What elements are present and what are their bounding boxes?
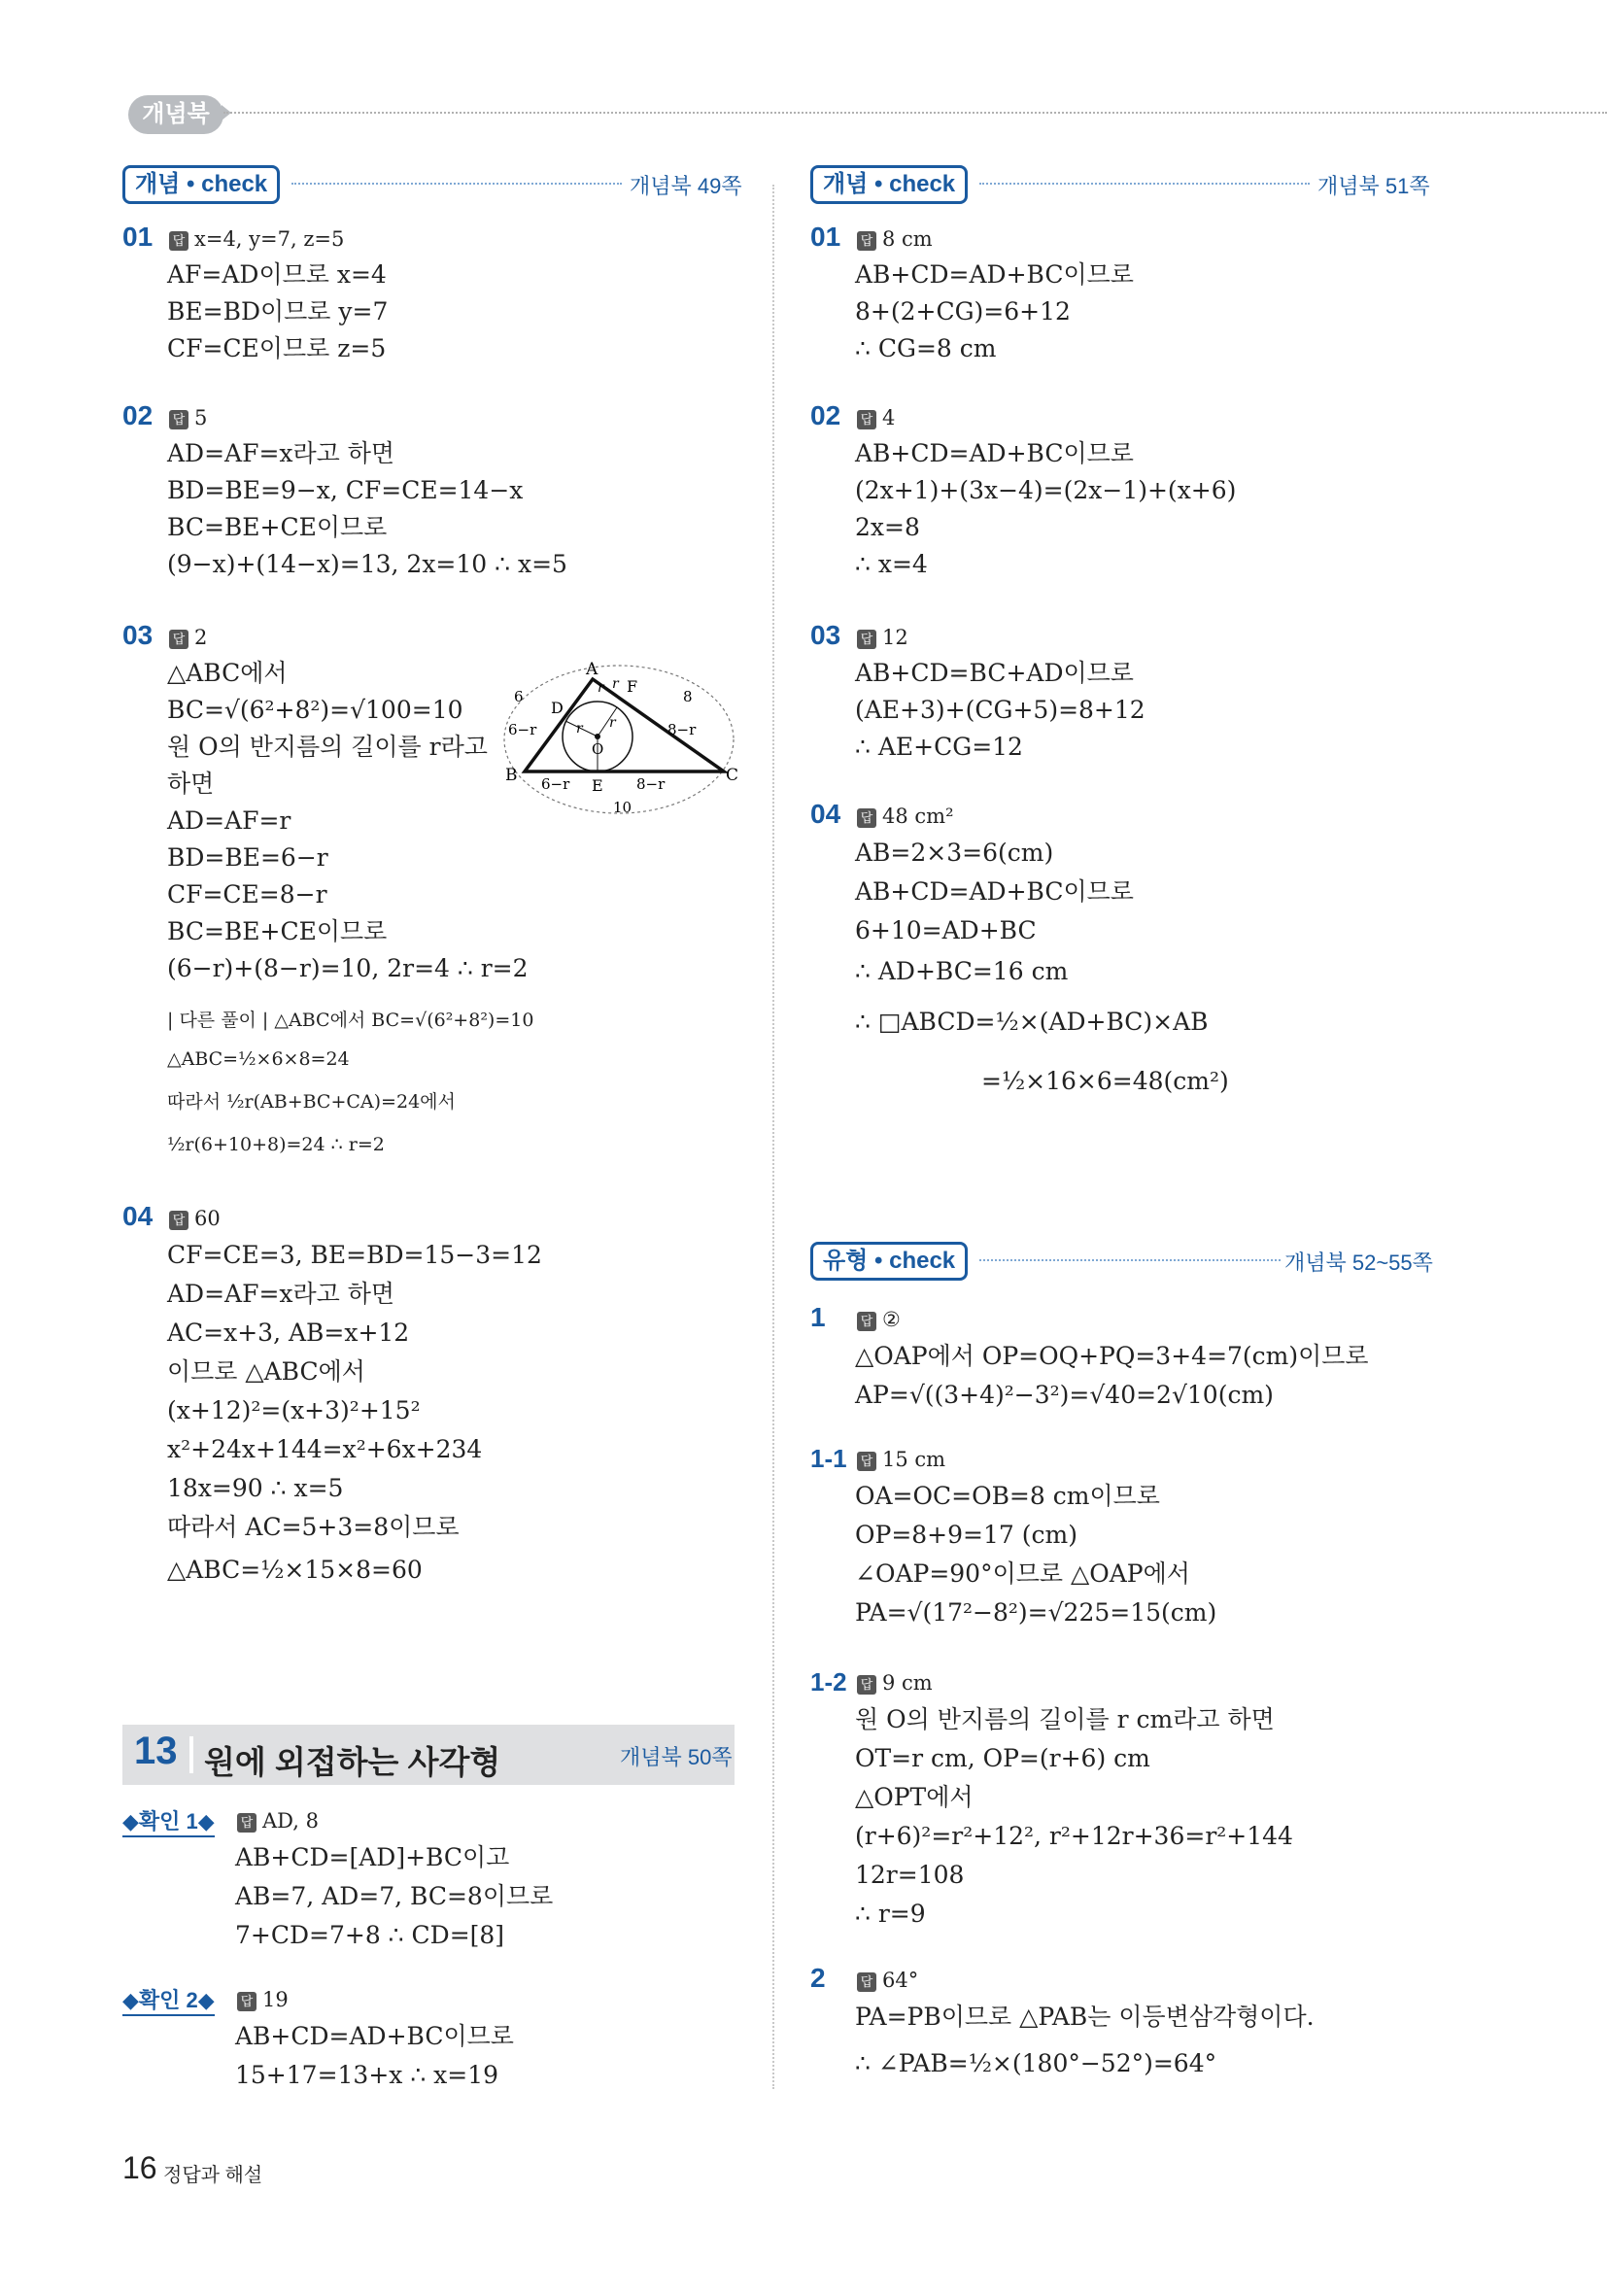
section-13-title: 원에 외접하는 사각형 (204, 1744, 501, 1780)
solution-line: AB+CD=[AD]+BC이고 (235, 1843, 510, 1871)
solution-line: (x+12)²=(x+3)²+15² (167, 1396, 421, 1424)
solution-line: ∴ AD+BC=16 cm (855, 957, 1069, 985)
solution-line: ∴ x=4 (855, 550, 928, 578)
solution-line: 18x=90 ∴ x=5 (167, 1474, 344, 1502)
right-problem-01-solution (855, 257, 1134, 367)
solution-line: BD=BE=9−x, CF=CE=14−x (167, 476, 524, 504)
label-f: F (627, 677, 638, 696)
right-concept-check-badge: 개념 • check (810, 165, 968, 204)
right-question-1-1-answer: 답 15 cm (857, 1448, 945, 1471)
solution-line: 2x=8 (855, 513, 920, 541)
header-tab: 개념북 (128, 95, 223, 134)
left-problem-03-answer: 답 2 (169, 626, 207, 649)
solution-line: △ABC에서 (167, 659, 288, 687)
solution-line: AB=7, AD=7, BC=8이므로 (235, 1882, 554, 1910)
answer-tag-icon: 답 (237, 1813, 256, 1833)
solution-line: CF=CE=3, BE=BD=15−3=12 (167, 1241, 542, 1269)
solution-line: BC=√(6²+8²)=√100=10 (167, 696, 463, 724)
section-13-number: 13 (134, 1730, 178, 1772)
answer-tag-icon: 답 (169, 630, 188, 649)
right-problem-04-number: 04 (810, 799, 841, 829)
label-d: D (551, 699, 564, 717)
label-8-minus-r-bottom: 8−r (636, 775, 666, 793)
right-question-2-solution (855, 1998, 1315, 2091)
label-6: 6 (514, 688, 524, 705)
alt-solution-line: △ABC=½×6×8=24 (167, 1048, 350, 1070)
answer-tag-icon: 답 (169, 410, 188, 429)
alt-solution-line: 따라서 ½r(AB+BC+CA)=24에서 (167, 1091, 456, 1113)
solution-line: PA=PB이므로 △PAB는 이등변삼각형이다. (855, 2003, 1315, 2031)
left-problem-02-number: 02 (122, 400, 154, 430)
incircle-triangle-figure (500, 657, 738, 822)
right-question-2-number: 2 (810, 1963, 826, 1993)
solution-line: BC=BE+CE이므로 (167, 917, 388, 945)
header-rule (223, 112, 1607, 114)
solution-line: AB+CD=AD+BC이므로 (855, 439, 1134, 467)
solution-line: x²+24x+144=x²+6x+234 (167, 1435, 483, 1463)
right-question-1-2-solution (855, 1700, 1293, 1934)
solution-line: 8+(2+CG)=6+12 (855, 297, 1071, 326)
right-question-1-2-answer: 답 9 cm (857, 1671, 933, 1695)
label-6-minus-r: 6−r (508, 721, 537, 738)
label-b: B (505, 766, 518, 785)
right-problem-02-solution (855, 435, 1236, 583)
solution-line: AF=AD이므로 x=4 (167, 260, 387, 289)
solution-line: BD=BE=6−r (167, 843, 328, 872)
right-problem-02-number: 02 (810, 400, 841, 430)
left-problem-04-answer: 답 60 (169, 1207, 221, 1230)
right-problem-04-solution (855, 834, 1229, 1112)
left-problem-04-number: 04 (122, 1201, 154, 1231)
left-badge-rule (291, 183, 622, 185)
section-13-book-ref: 개념북 50쪽 (620, 1745, 733, 1769)
solution-line: AD=AF=x라고 하면 (167, 1280, 395, 1308)
right-question-1-2-number: 1-2 (810, 1667, 847, 1696)
type-check-badge: 유형 • check (810, 1242, 968, 1281)
check-2-answer: 답 19 (237, 1988, 289, 2011)
right-problem-03-number: 03 (810, 620, 841, 650)
solution-line: 하면 (167, 770, 215, 798)
solution-line: △ABC=½×15×8=60 (167, 1556, 423, 1584)
answer-tag-icon: 답 (857, 1312, 876, 1331)
solution-line: AB+CD=AD+BC이므로 (855, 260, 1134, 289)
type-badge-rule (979, 1259, 1281, 1261)
right-problem-03-answer: 답 12 (857, 626, 908, 649)
page-number: 16 (122, 2150, 157, 2185)
right-question-1-1-solution (855, 1477, 1216, 1632)
check-1-label: ◆확인 1◆ (122, 1805, 215, 1837)
left-problem-02-solution (167, 435, 567, 583)
solution-line: PA=√(17²−8²)=√225=15(cm) (855, 1598, 1217, 1627)
right-question-1-solution (855, 1337, 1369, 1415)
left-problem-03-solution (167, 655, 529, 987)
label-r: r (598, 680, 604, 696)
left-problem-03-number: 03 (122, 620, 154, 650)
solution-line: ∴ r=9 (855, 1900, 926, 1928)
left-problem-03-alt-solution (167, 1003, 533, 1166)
answer-tag-icon: 답 (169, 1211, 188, 1230)
check-1-solution (235, 1838, 553, 1955)
type-book-ref: 개념북 52~55쪽 (1284, 1251, 1433, 1275)
solution-line: CF=CE이므로 z=5 (167, 334, 387, 362)
solution-line: =½×16×6=48(cm²) (981, 1067, 1229, 1095)
right-problem-02-answer: 답 4 (857, 406, 895, 429)
answer-tag-icon: 답 (857, 1972, 876, 1992)
solution-line: AP=√((3+4)²−3²)=√40=2√10(cm) (855, 1381, 1274, 1409)
right-question-2-answer: 답 64° (857, 1969, 918, 1992)
solution-line: ∴ AE+CG=12 (855, 733, 1023, 761)
solution-line: 15+17=13+x ∴ x=19 (235, 2061, 499, 2089)
solution-line: △OAP에서 OP=OQ+PQ=3+4=7(cm)이므로 (855, 1342, 1369, 1370)
label-r: r (609, 715, 616, 731)
solution-line: △OPT에서 (855, 1783, 974, 1811)
solution-line: (r+6)²=r²+12², r²+12r+36=r²+144 (855, 1822, 1293, 1850)
solution-line: 원 O의 반지름의 길이를 r cm라고 하면 (855, 1705, 1275, 1733)
label-8-minus-r: 8−r (667, 721, 697, 738)
label-10: 10 (613, 799, 633, 816)
left-problem-01-number: 01 (122, 222, 154, 252)
label-o: O (592, 740, 604, 758)
solution-line: ∴ ∠PAB=½×(180°−52°)=64° (855, 2049, 1217, 2077)
alt-solution-line: | 다른 풀이 | △ABC에서 BC=√(6²+8²)=10 (167, 1010, 534, 1031)
solution-line: 따라서 AC=5+3=8이므로 (167, 1513, 460, 1541)
label-8: 8 (683, 688, 693, 705)
label-c: C (726, 766, 738, 785)
left-concept-check-badge: 개념 • check (122, 165, 280, 204)
right-question-1-number: 1 (810, 1302, 826, 1332)
solution-line: AB+CD=BC+AD이므로 (855, 659, 1134, 687)
answer-tag-icon: 답 (857, 231, 876, 251)
check-2-label: ◆확인 2◆ (122, 1984, 215, 2016)
check-2-solution (235, 2017, 514, 2095)
solution-line: (6−r)+(8−r)=10, 2r=4 ∴ r=2 (167, 954, 529, 982)
label-r: r (612, 676, 619, 692)
solution-line: (2x+1)+(3x−4)=(2x−1)+(x+6) (855, 476, 1237, 504)
left-problem-02-answer: 답 5 (169, 406, 207, 429)
answer-tag-icon: 답 (857, 410, 876, 429)
label-r: r (576, 721, 583, 737)
right-badge-rule (979, 183, 1310, 185)
solution-line: ∴ CG=8 cm (855, 334, 997, 362)
label-a: A (586, 660, 598, 679)
solution-line: 6+10=AD+BC (855, 916, 1037, 944)
column-divider (772, 185, 774, 2089)
left-problem-01-answer: 답 x=4, y=7, z=5 (169, 227, 344, 251)
answer-tag-icon: 답 (857, 808, 876, 828)
answer-tag-icon: 답 (237, 1992, 256, 2011)
solution-line: AC=x+3, AB=x+12 (167, 1319, 410, 1347)
answer-tag-icon: 답 (857, 1452, 876, 1471)
footer-label: 정답과 해설 (163, 2165, 263, 2186)
alt-solution-line: ½r(6+10+8)=24 ∴ r=2 (167, 1134, 385, 1155)
label-6-minus-r-bottom: 6−r (541, 775, 570, 793)
right-question-1-answer: 답 ② (857, 1308, 901, 1331)
answer-tag-icon: 답 (857, 630, 876, 649)
solution-line: AB+CD=AD+BC이므로 (235, 2022, 514, 2050)
solution-line: (AE+3)+(CG+5)=8+12 (855, 696, 1145, 724)
solution-line: BC=BE+CE이므로 (167, 513, 388, 541)
dashed-ellipse (504, 666, 734, 813)
left-problem-04-solution (167, 1236, 542, 1593)
right-problem-03-solution (855, 655, 1145, 766)
left-book-ref: 개념북 49쪽 (630, 174, 742, 198)
answer-tag-icon: 답 (169, 231, 188, 251)
solution-line: AD=AF=r (167, 806, 291, 835)
solution-line: OT=r cm, OP=(r+6) cm (855, 1744, 1150, 1772)
solution-line: OA=OC=OB=8 cm이므로 (855, 1482, 1160, 1510)
solution-line: 원 O의 반지름의 길이를 r라고 (167, 733, 488, 761)
right-problem-04-answer: 답 48 cm² (857, 805, 954, 828)
solution-line: AB+CD=AD+BC이므로 (855, 877, 1134, 906)
label-e: E (592, 776, 603, 795)
solution-line: OP=8+9=17 (cm) (855, 1521, 1077, 1549)
solution-line: 12r=108 (855, 1861, 965, 1889)
right-problem-01-number: 01 (810, 222, 841, 252)
check-1-answer: 답 AD, 8 (237, 1809, 319, 1833)
solution-line: AB=2×3=6(cm) (855, 839, 1054, 867)
answer-tag-icon: 답 (857, 1675, 876, 1695)
solution-line: (9−x)+(14−x)=13, 2x=10 ∴ x=5 (167, 550, 567, 578)
right-question-1-1-number: 1-1 (810, 1444, 847, 1473)
solution-line: ∴ □ABCD=½×(AD+BC)×AB (855, 1008, 1209, 1036)
right-book-ref: 개념북 51쪽 (1317, 174, 1430, 198)
section-13-separator (189, 1736, 193, 1773)
solution-line: BE=BD이므로 y=7 (167, 297, 389, 326)
solution-line: CF=CE=8−r (167, 880, 327, 908)
solution-line: 이므로 △ABC에서 (167, 1357, 365, 1386)
right-problem-01-answer: 답 8 cm (857, 227, 933, 251)
solution-line: ∠OAP=90°이므로 △OAP에서 (855, 1559, 1190, 1588)
left-problem-01-solution (167, 257, 388, 367)
solution-line: AD=AF=x라고 하면 (167, 439, 395, 467)
solution-line: 7+CD=7+8 ∴ CD=[8] (235, 1921, 505, 1949)
